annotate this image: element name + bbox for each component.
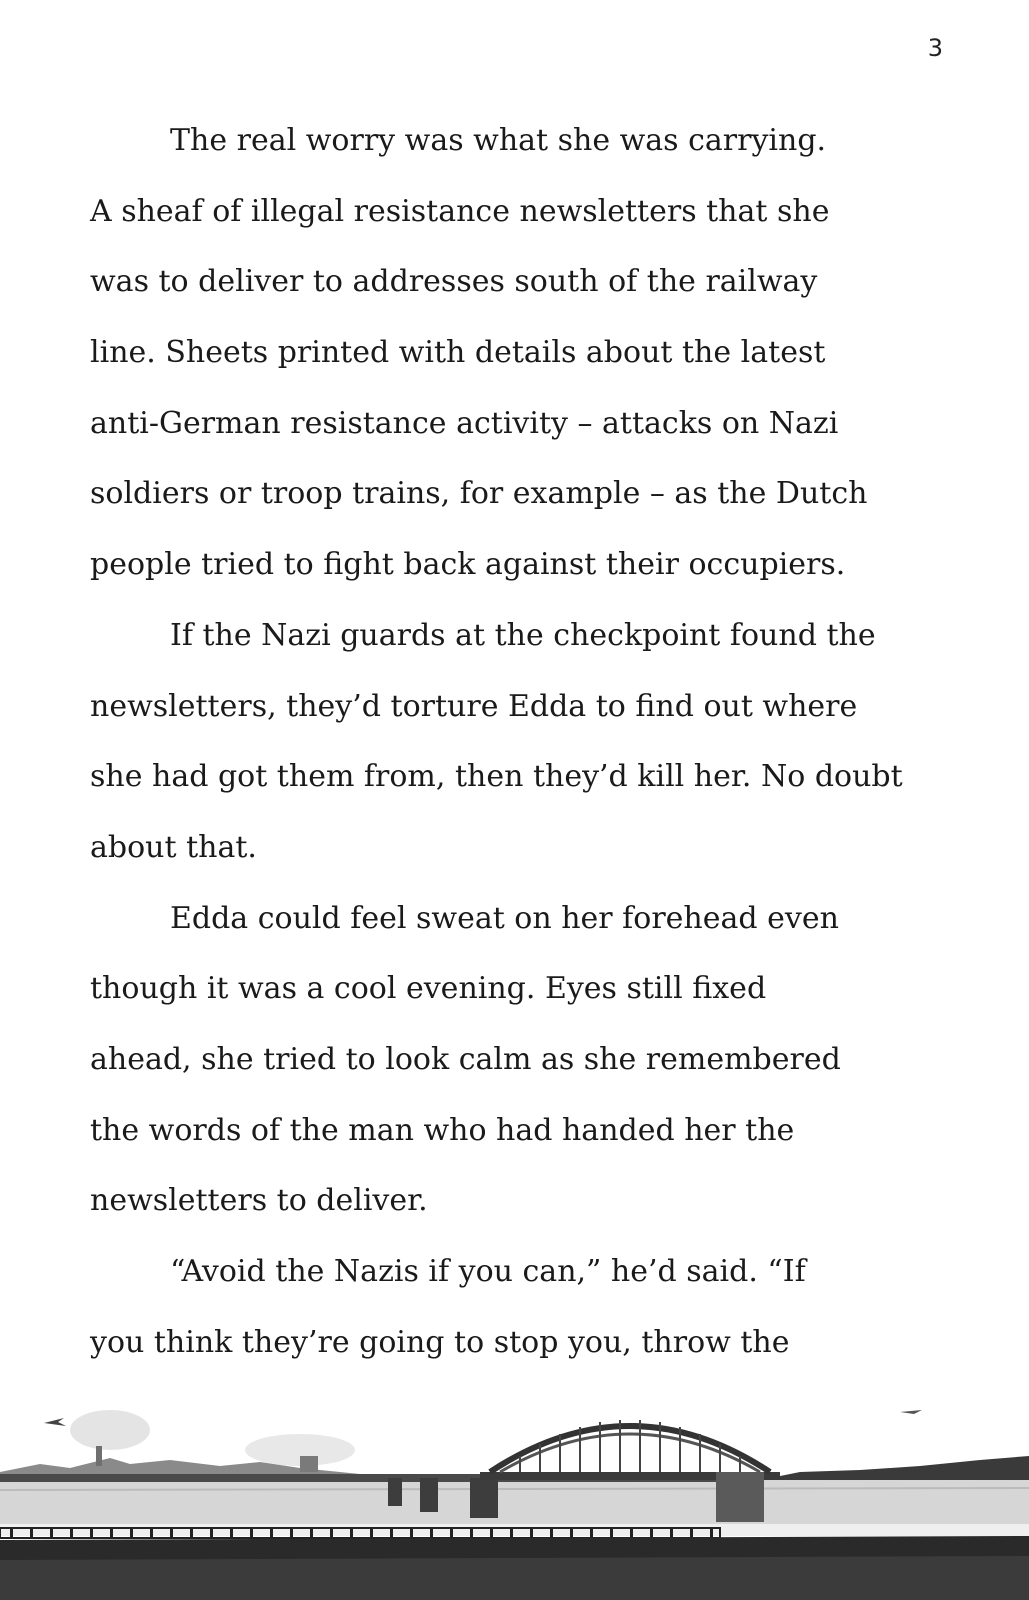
text-line: newsletters to deliver. xyxy=(90,1183,428,1219)
text-line: line. Sheets printed with details about the latest xyxy=(90,335,826,371)
bridge-pier xyxy=(470,1478,498,1518)
body-text xyxy=(90,106,960,1378)
bridge-pier xyxy=(388,1478,402,1506)
text-line: If the Nazi guards at the checkpoint found the xyxy=(170,617,876,653)
text-line: Edda could feel sweat on her forehead even xyxy=(170,900,839,936)
text-line: she had got them from, then they’d kill her. No doubt xyxy=(90,759,903,795)
text-line: people tried to fight back against their occupiers. xyxy=(90,547,846,583)
bridge-pier xyxy=(420,1478,438,1512)
text-line: newsletters, they’d torture Edda to find out where xyxy=(90,688,858,724)
text-line: anti-German resistance activity – attacks on Nazi xyxy=(90,405,839,441)
foreground-ground-texture xyxy=(0,1556,1029,1600)
text-line: soldiers or troop trains, for example – as the Dutch xyxy=(90,476,868,512)
river xyxy=(0,1480,1029,1524)
text-line: you think they’re going to stop you, throw the xyxy=(90,1324,790,1360)
text-line: the words of the man who had handed her the xyxy=(90,1112,795,1148)
text-line: “Avoid the Nazis if you can,” he’d said. “If xyxy=(170,1254,806,1289)
text-line: The real worry was what she was carrying. xyxy=(170,123,827,158)
chimney xyxy=(96,1446,102,1466)
building xyxy=(300,1456,318,1472)
airplane-icon xyxy=(900,1410,922,1414)
smoke-cloud xyxy=(70,1410,150,1450)
near-bank-edge xyxy=(0,1524,1029,1536)
text-line: A sheaf of illegal resistance newsletters that she xyxy=(90,193,830,229)
text-line: ahead, she tried to look calm as she remembered xyxy=(90,1041,841,1077)
bridge-illustration xyxy=(0,1360,1029,1600)
bridge-tower-pier xyxy=(716,1472,764,1522)
page-number: 3 xyxy=(927,34,943,62)
text-line: though it was a cool evening. Eyes still fixed xyxy=(90,971,767,1007)
airplane-icon xyxy=(44,1418,66,1426)
text-line: was to deliver to addresses south of the railway xyxy=(90,264,818,300)
text-line: about that. xyxy=(90,829,257,865)
